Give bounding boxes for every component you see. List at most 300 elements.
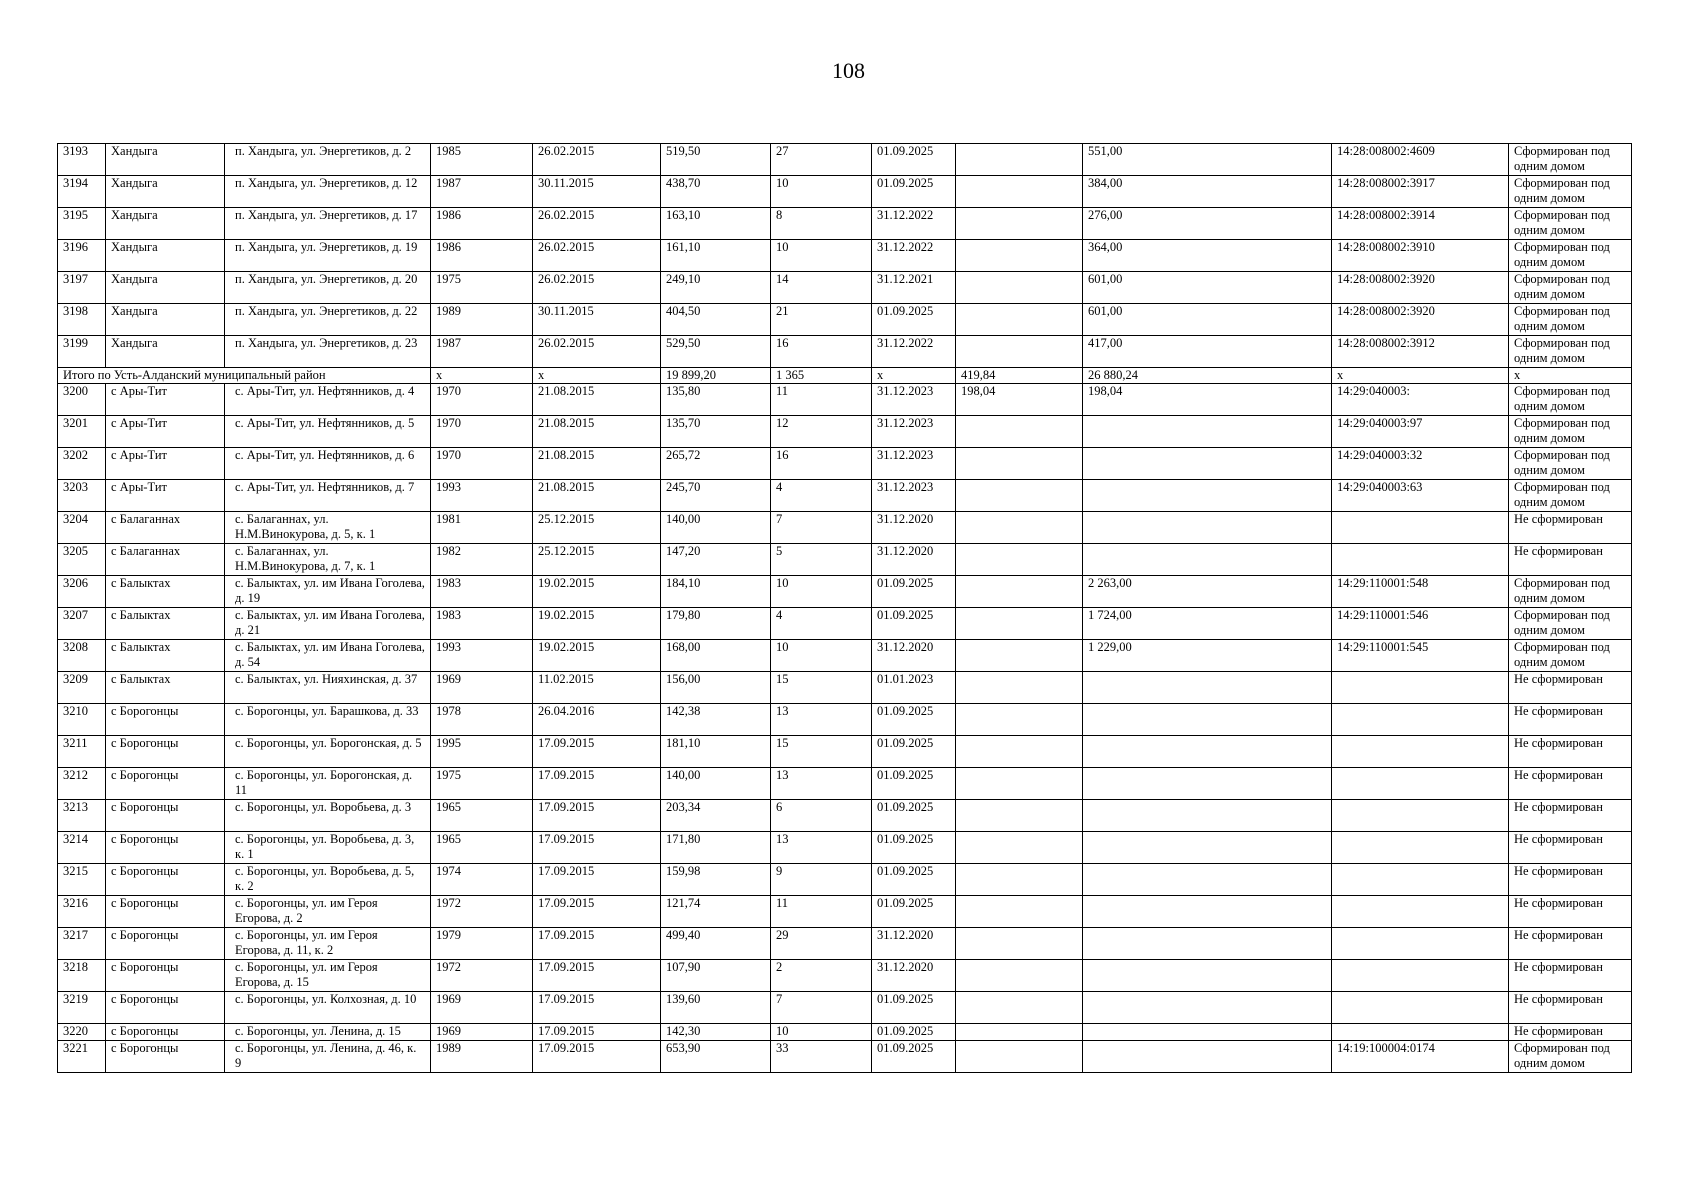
cell-residents: 12 [771,416,872,448]
cell-build-year: 1989 [431,304,533,336]
cell-area: 142,30 [661,1024,771,1041]
total-col10: 26 880,24 [1083,368,1332,384]
total-cadastral: x [1332,368,1509,384]
cell-land-area [956,768,1083,800]
cell-build-year: 1978 [431,704,533,736]
cell-land-area [956,736,1083,768]
cell-inclusion-date: 17.09.2015 [533,992,661,1024]
cell-locality: с Балаганнах [106,544,225,576]
table-row [58,960,1632,992]
cell-area: 249,10 [661,272,771,304]
cell-cadastral-number: 14:28:008002:4609 [1332,144,1509,176]
cell-land-area: 198,04 [956,384,1083,416]
cell-area: 161,10 [661,240,771,272]
cell-land-area [956,992,1083,1024]
cell-residents: 6 [771,800,872,832]
cell-address: с. Борогонцы, ул. Воробьева, д. 5, к. 2 [225,864,431,896]
cell-address: п. Хандыга, ул. Энергетиков, д. 19 [225,240,431,272]
cell-land-area [956,1024,1083,1041]
cell-address: с. Борогонцы, ул. Воробьева, д. 3, к. 1 [225,832,431,864]
cell-cadastral-number: 14:29:040003:97 [1332,416,1509,448]
cell-row-number: 3210 [58,704,106,736]
cell-address: с. Ары-Тит, ул. Нефтянников, д. 7 [225,480,431,512]
cell-plot-area [1083,736,1332,768]
cell-inclusion-date: 17.09.2015 [533,736,661,768]
cell-build-year: 1975 [431,272,533,304]
cell-plot-area: 2 263,00 [1083,576,1332,608]
cell-plot-status: Сформирован под одним домом [1509,272,1632,304]
cell-row-number: 3209 [58,672,106,704]
cell-build-year: 1993 [431,480,533,512]
cell-plot-status: Сформирован под одним домом [1509,336,1632,368]
cell-plot-area [1083,1024,1332,1041]
cell-plot-status: Сформирован под одним домом [1509,240,1632,272]
cell-deadline: 31.12.2022 [872,208,956,240]
cell-area: 135,70 [661,416,771,448]
table-row [58,672,1632,704]
cell-build-year: 1970 [431,416,533,448]
cell-row-number: 3200 [58,384,106,416]
cell-locality: с Борогонцы [106,832,225,864]
cell-deadline: 31.12.2020 [872,640,956,672]
cell-land-area [956,544,1083,576]
cell-plot-status: Сформирован под одним домом [1509,304,1632,336]
cell-build-year: 1989 [431,1041,533,1073]
cell-residents: 10 [771,176,872,208]
cell-residents: 33 [771,1041,872,1073]
cell-land-area [956,800,1083,832]
cell-land-area [956,928,1083,960]
cell-plot-area [1083,864,1332,896]
cell-area: 168,00 [661,640,771,672]
table-body [58,144,1632,1073]
cell-cadastral-number [1332,544,1509,576]
cell-locality: с Ары-Тит [106,384,225,416]
cell-land-area [956,1041,1083,1073]
cell-build-year: 1985 [431,144,533,176]
cell-address: с. Борогонцы, ул. Борогонская, д. 11 [225,768,431,800]
cell-build-year: 1987 [431,336,533,368]
cell-land-area [956,144,1083,176]
cell-deadline: 31.12.2020 [872,512,956,544]
cell-plot-area: 364,00 [1083,240,1332,272]
cell-deadline: 31.12.2023 [872,384,956,416]
table-row [58,448,1632,480]
cell-plot-status: Сформирован под одним домом [1509,480,1632,512]
cell-plot-status: Не сформирован [1509,512,1632,544]
cell-deadline: 01.09.2025 [872,304,956,336]
cell-residents: 29 [771,928,872,960]
cell-inclusion-date: 17.09.2015 [533,800,661,832]
cell-plot-status: Не сформирован [1509,704,1632,736]
cell-residents: 13 [771,704,872,736]
cell-cadastral-number [1332,864,1509,896]
cell-residents: 21 [771,304,872,336]
cell-area: 140,00 [661,512,771,544]
cell-row-number: 3194 [58,176,106,208]
cell-area: 529,50 [661,336,771,368]
cell-locality: с Борогонцы [106,960,225,992]
cell-plot-status: Не сформирован [1509,768,1632,800]
cell-land-area [956,512,1083,544]
total-date: x [533,368,661,384]
cell-inclusion-date: 26.04.2016 [533,704,661,736]
table-row [58,864,1632,896]
total-status: x [1509,368,1632,384]
cell-cadastral-number [1332,896,1509,928]
cell-area: 245,70 [661,480,771,512]
table-row [58,240,1632,272]
cell-locality: с Балыктах [106,576,225,608]
cell-plot-area [1083,416,1332,448]
cell-address: с. Балыктах, ул. им Ивана Гоголева, д. 21 [225,608,431,640]
cell-cadastral-number [1332,1024,1509,1041]
cell-cadastral-number [1332,768,1509,800]
cell-area: 653,90 [661,1041,771,1073]
cell-inclusion-date: 25.12.2015 [533,544,661,576]
cell-residents: 10 [771,576,872,608]
cell-plot-status: Сформирован под одним домом [1509,640,1632,672]
cell-deadline: 31.12.2020 [872,544,956,576]
cell-locality: с Борогонцы [106,928,225,960]
cell-deadline: 01.09.2025 [872,736,956,768]
cell-locality: Хандыга [106,272,225,304]
cell-inclusion-date: 26.02.2015 [533,208,661,240]
cell-address: с. Ары-Тит, ул. Нефтянников, д. 4 [225,384,431,416]
cell-cadastral-number: 14:29:040003: [1332,384,1509,416]
cell-cadastral-number: 14:29:110001:548 [1332,576,1509,608]
cell-cadastral-number: 14:28:008002:3910 [1332,240,1509,272]
table-row [58,736,1632,768]
cell-area: 121,74 [661,896,771,928]
cell-locality: с Борогонцы [106,1024,225,1041]
cell-deadline: 01.09.2025 [872,896,956,928]
cell-cadastral-number: 14:28:008002:3920 [1332,272,1509,304]
cell-build-year: 1983 [431,608,533,640]
cell-land-area [956,176,1083,208]
cell-row-number: 3199 [58,336,106,368]
table-row [58,480,1632,512]
cell-cadastral-number: 14:28:008002:3914 [1332,208,1509,240]
cell-row-number: 3198 [58,304,106,336]
cell-plot-status: Не сформирован [1509,992,1632,1024]
cell-deadline: 01.09.2025 [872,832,956,864]
cell-inclusion-date: 26.02.2015 [533,144,661,176]
cell-plot-status: Не сформирован [1509,544,1632,576]
cell-deadline: 01.09.2025 [872,576,956,608]
cell-deadline: 01.09.2025 [872,768,956,800]
table-row [58,1041,1632,1073]
cell-plot-status: Не сформирован [1509,672,1632,704]
cell-deadline: 01.09.2025 [872,864,956,896]
cell-inclusion-date: 25.12.2015 [533,512,661,544]
table-row [58,896,1632,928]
cell-plot-area [1083,832,1332,864]
cell-cadastral-number: 14:28:008002:3920 [1332,304,1509,336]
cell-row-number: 3211 [58,736,106,768]
cell-build-year: 1986 [431,208,533,240]
cell-land-area [956,272,1083,304]
table-row [58,1024,1632,1041]
cell-plot-area [1083,960,1332,992]
cell-locality: Хандыга [106,176,225,208]
cell-locality: с Борогонцы [106,768,225,800]
cell-plot-area [1083,480,1332,512]
cell-area: 142,38 [661,704,771,736]
cell-deadline: 01.09.2025 [872,608,956,640]
cell-residents: 14 [771,272,872,304]
cell-address: с. Борогонцы, ул. Барашкова, д. 33 [225,704,431,736]
table-row [58,512,1632,544]
cell-plot-status: Не сформирован [1509,960,1632,992]
cell-plot-status: Не сформирован [1509,736,1632,768]
cell-row-number: 3202 [58,448,106,480]
cell-plot-status: Сформирован под одним домом [1509,576,1632,608]
total-label: Итого по Усть-Алданский муниципальный район [58,368,431,384]
cell-residents: 9 [771,864,872,896]
cell-build-year: 1993 [431,640,533,672]
cell-address: с. Борогонцы, ул. им Героя Егорова, д. 15 [225,960,431,992]
cell-land-area [956,480,1083,512]
table-row [58,272,1632,304]
cell-plot-area: 1 229,00 [1083,640,1332,672]
cell-locality: с Ары-Тит [106,448,225,480]
cell-row-number: 3216 [58,896,106,928]
cell-build-year: 1995 [431,736,533,768]
cell-deadline: 01.09.2025 [872,992,956,1024]
cell-address: с. Балыктах, ул. Нияхинская, д. 37 [225,672,431,704]
cell-row-number: 3195 [58,208,106,240]
cell-inclusion-date: 21.08.2015 [533,480,661,512]
cell-locality: с Борогонцы [106,1041,225,1073]
cell-plot-area [1083,768,1332,800]
cell-cadastral-number [1332,832,1509,864]
cell-plot-status: Сформирован под одним домом [1509,608,1632,640]
cell-plot-area [1083,448,1332,480]
cell-inclusion-date: 11.02.2015 [533,672,661,704]
cell-locality: с Борогонцы [106,704,225,736]
cell-build-year: 1965 [431,800,533,832]
cell-residents: 4 [771,608,872,640]
cell-cadastral-number: 14:19:100004:0174 [1332,1041,1509,1073]
cell-cadastral-number [1332,800,1509,832]
cell-inclusion-date: 17.09.2015 [533,1024,661,1041]
cell-build-year: 1975 [431,768,533,800]
cell-row-number: 3218 [58,960,106,992]
table-row [58,608,1632,640]
cell-residents: 16 [771,448,872,480]
cell-residents: 4 [771,480,872,512]
cell-build-year: 1979 [431,928,533,960]
cell-cadastral-number [1332,928,1509,960]
cell-deadline: 01.01.2023 [872,672,956,704]
cell-land-area [956,304,1083,336]
cell-address: п. Хандыга, ул. Энергетиков, д. 12 [225,176,431,208]
cell-deadline: 31.12.2022 [872,240,956,272]
table-row [58,928,1632,960]
cell-residents: 27 [771,144,872,176]
table-row [58,992,1632,1024]
cell-address: с. Ары-Тит, ул. Нефтянников, д. 5 [225,416,431,448]
cell-area: 438,70 [661,176,771,208]
cell-deadline: 31.12.2023 [872,416,956,448]
cell-plot-area: 601,00 [1083,304,1332,336]
cell-address: с. Борогонцы, ул. им Героя Егорова, д. 2 [225,896,431,928]
cell-plot-status: Не сформирован [1509,928,1632,960]
cell-land-area [956,416,1083,448]
cell-plot-area [1083,1041,1332,1073]
cell-area: 135,80 [661,384,771,416]
cell-row-number: 3205 [58,544,106,576]
cell-residents: 2 [771,960,872,992]
total-year: x [431,368,533,384]
table-row [58,640,1632,672]
cell-plot-status: Сформирован под одним домом [1509,208,1632,240]
cell-inclusion-date: 17.09.2015 [533,896,661,928]
cell-land-area [956,640,1083,672]
cell-residents: 7 [771,992,872,1024]
cell-residents: 16 [771,336,872,368]
cell-plot-status: Не сформирован [1509,896,1632,928]
cell-land-area [956,576,1083,608]
cell-locality: с Борогонцы [106,864,225,896]
cell-area: 184,10 [661,576,771,608]
total-col9: 419,84 [956,368,1083,384]
cell-inclusion-date: 17.09.2015 [533,864,661,896]
cell-build-year: 1969 [431,992,533,1024]
cell-row-number: 3208 [58,640,106,672]
cell-plot-area [1083,928,1332,960]
cell-build-year: 1972 [431,960,533,992]
cell-locality: с Балыктах [106,640,225,672]
cell-row-number: 3197 [58,272,106,304]
cell-deadline: 01.09.2025 [872,1041,956,1073]
total-area: 19 899,20 [661,368,771,384]
table-row [58,576,1632,608]
cell-locality: Хандыга [106,240,225,272]
cell-plot-status: Не сформирован [1509,800,1632,832]
cell-plot-area [1083,992,1332,1024]
cell-deadline: 31.12.2020 [872,928,956,960]
cell-residents: 7 [771,512,872,544]
cell-plot-area [1083,512,1332,544]
cell-inclusion-date: 26.02.2015 [533,240,661,272]
cell-address: с. Борогонцы, ул. Ленина, д. 15 [225,1024,431,1041]
cell-land-area [956,832,1083,864]
cell-address: с. Ары-Тит, ул. Нефтянников, д. 6 [225,448,431,480]
cell-plot-status: Не сформирован [1509,1024,1632,1041]
cell-locality: с Ары-Тит [106,416,225,448]
total-row [58,368,1632,384]
cell-inclusion-date: 17.09.2015 [533,832,661,864]
cell-locality: с Борогонцы [106,800,225,832]
cell-address: с. Борогонцы, ул. Воробьева, д. 3 [225,800,431,832]
cell-plot-area: 198,04 [1083,384,1332,416]
cell-address: с. Балаганнах, ул. Н.М.Винокурова, д. 7, к. 1 [225,544,431,576]
table-row [58,800,1632,832]
cell-area: 499,40 [661,928,771,960]
cell-residents: 15 [771,672,872,704]
cell-cadastral-number: 14:29:110001:545 [1332,640,1509,672]
cell-build-year: 1969 [431,672,533,704]
cell-cadastral-number [1332,512,1509,544]
cell-build-year: 1970 [431,448,533,480]
cell-plot-area: 276,00 [1083,208,1332,240]
cell-locality: с Балыктах [106,608,225,640]
table-row [58,544,1632,576]
cell-residents: 15 [771,736,872,768]
cell-deadline: 01.09.2025 [872,144,956,176]
cell-row-number: 3217 [58,928,106,960]
cell-residents: 10 [771,240,872,272]
cell-area: 147,20 [661,544,771,576]
cell-row-number: 3204 [58,512,106,544]
cell-inclusion-date: 19.02.2015 [533,576,661,608]
cell-land-area [956,240,1083,272]
cell-deadline: 31.12.2023 [872,480,956,512]
cell-residents: 13 [771,832,872,864]
cell-plot-status: Сформирован под одним домом [1509,448,1632,480]
cell-residents: 11 [771,896,872,928]
cell-locality: с Балыктах [106,672,225,704]
cell-build-year: 1983 [431,576,533,608]
cell-deadline: 01.09.2025 [872,800,956,832]
cell-inclusion-date: 30.11.2015 [533,304,661,336]
cell-inclusion-date: 21.08.2015 [533,384,661,416]
cell-row-number: 3221 [58,1041,106,1073]
cell-address: п. Хандыга, ул. Энергетиков, д. 20 [225,272,431,304]
cell-plot-area [1083,672,1332,704]
table-row [58,384,1632,416]
cell-build-year: 1974 [431,864,533,896]
cell-residents: 13 [771,768,872,800]
cell-area: 519,50 [661,144,771,176]
total-deadline: x [872,368,956,384]
total-residents: 1 365 [771,368,872,384]
page-number: 108 [832,58,865,83]
cell-row-number: 3206 [58,576,106,608]
cell-inclusion-date: 17.09.2015 [533,768,661,800]
cell-row-number: 3193 [58,144,106,176]
cell-deadline: 31.12.2023 [872,448,956,480]
cell-plot-area [1083,544,1332,576]
cell-area: 107,90 [661,960,771,992]
cell-row-number: 3212 [58,768,106,800]
cell-plot-area: 601,00 [1083,272,1332,304]
cell-deadline: 01.09.2025 [872,704,956,736]
cell-area: 179,80 [661,608,771,640]
cell-row-number: 3215 [58,864,106,896]
cell-plot-status: Не сформирован [1509,832,1632,864]
cell-area: 159,98 [661,864,771,896]
cell-build-year: 1965 [431,832,533,864]
cell-plot-area: 1 724,00 [1083,608,1332,640]
cell-address: с. Борогонцы, ул. Колхозная, д. 10 [225,992,431,1024]
cell-row-number: 3219 [58,992,106,1024]
cell-area: 265,72 [661,448,771,480]
cell-plot-status: Сформирован под одним домом [1509,384,1632,416]
cell-row-number: 3214 [58,832,106,864]
table-row [58,208,1632,240]
cell-inclusion-date: 21.08.2015 [533,448,661,480]
cell-locality: с Борогонцы [106,896,225,928]
cell-deadline: 01.09.2025 [872,176,956,208]
cell-area: 139,60 [661,992,771,1024]
cell-build-year: 1970 [431,384,533,416]
cell-address: п. Хандыга, ул. Энергетиков, д. 22 [225,304,431,336]
cell-residents: 5 [771,544,872,576]
cell-land-area [956,864,1083,896]
